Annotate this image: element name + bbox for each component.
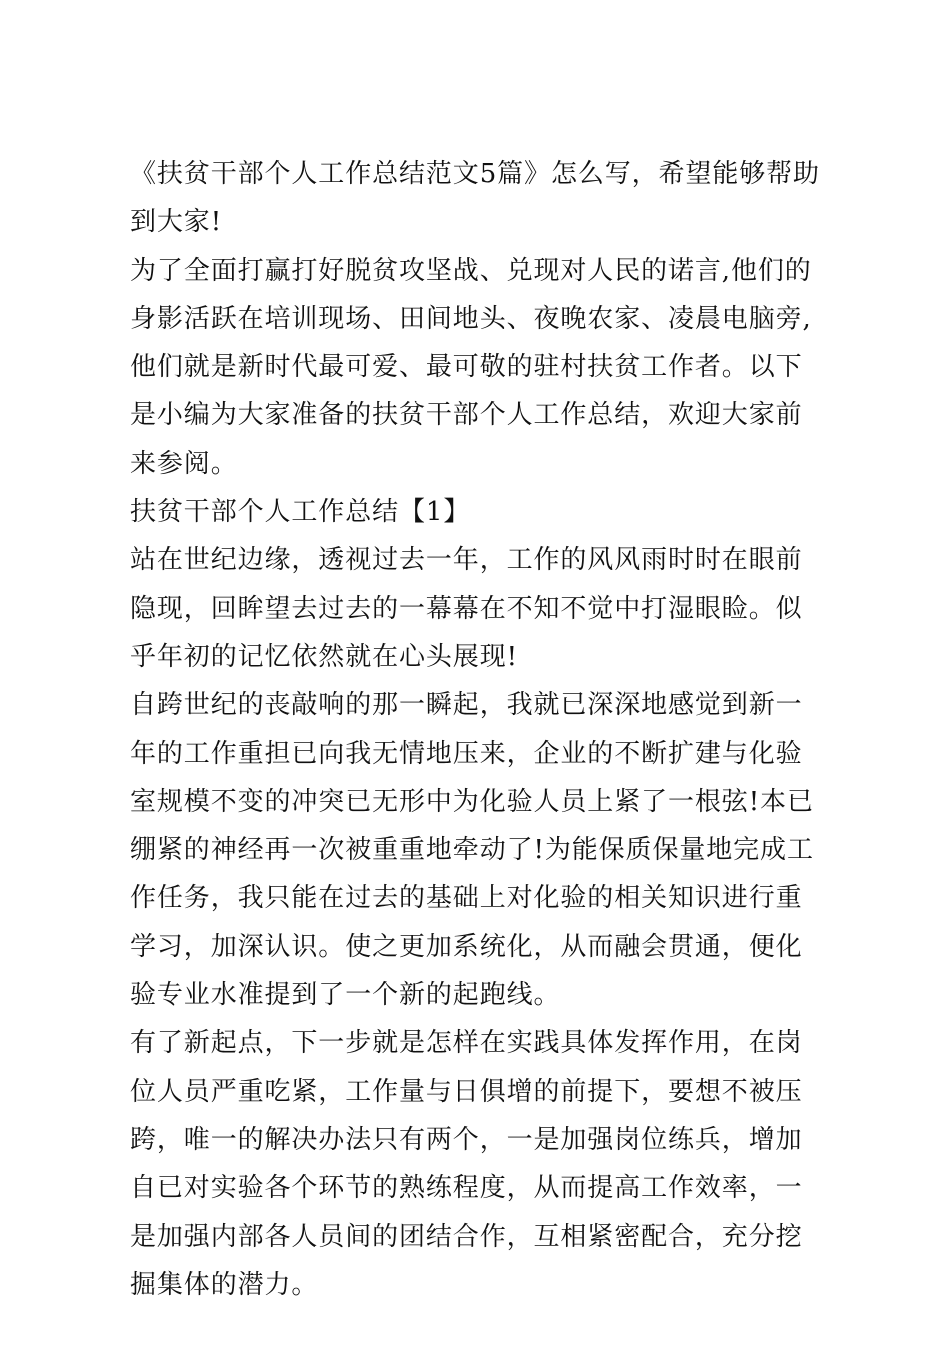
document-body — [130, 150, 822, 1309]
section-heading: 扶贫干部个人工作总结【1】 — [130, 497, 471, 528]
body-paragraph: 自跨世纪的丧敲响的那一瞬起，我就已深深地感觉到新一年的工作重担已向我无情地压来，企业的不断扩建与化验室规模不变的冲突已无形中为化验人员上紧了一根弦!本已绷紧的神经再一次被重重地牵动了!为能保质保量地完成工作任务，我只能在过去的基础上对化验的相关知识进行重学习，加深认识。使之更加系统化，从而融会贯通，便化验专业水准提到了一个新的起跑线。 — [130, 690, 814, 1011]
body-paragraph: 站在世纪边缘，透视过去一年，工作的风风雨时时在眼前隐现，回眸望去过去的一幕幕在不知不觉中打湿眼睑。似乎年初的记忆依然就在心头展现! — [130, 545, 803, 672]
body-paragraph: 有了新起点，下一步就是怎样在实践具体发挥作用，在岗位人员严重吃紧，工作量与日俱增的前提下，要想不被压跨，唯一的解决办法只有两个，一是加强岗位练兵，增加自已对实验各个环节的熟练程度，从而提高工作效率，一是加强内部各人员间的团结合作，互相紧密配合，充分挖掘集体的潜力。 — [130, 1028, 803, 1300]
preface-paragraph: 为了全面打赢打好脱贫攻坚战、兑现对人民的诺言,他们的身影活跃在培训现场、田间地头、夜晚农家、凌晨电脑旁,他们就是新时代最可爱、最可敬的驻村扶贫工作者。以下是小编为大家准备的扶贫干部个人工作总结，欢迎大家前来参阅。 — [130, 255, 812, 479]
intro-paragraph: 《扶贫干部个人工作总结范文5篇》怎么写，希望能够帮助到大家! — [130, 159, 820, 238]
